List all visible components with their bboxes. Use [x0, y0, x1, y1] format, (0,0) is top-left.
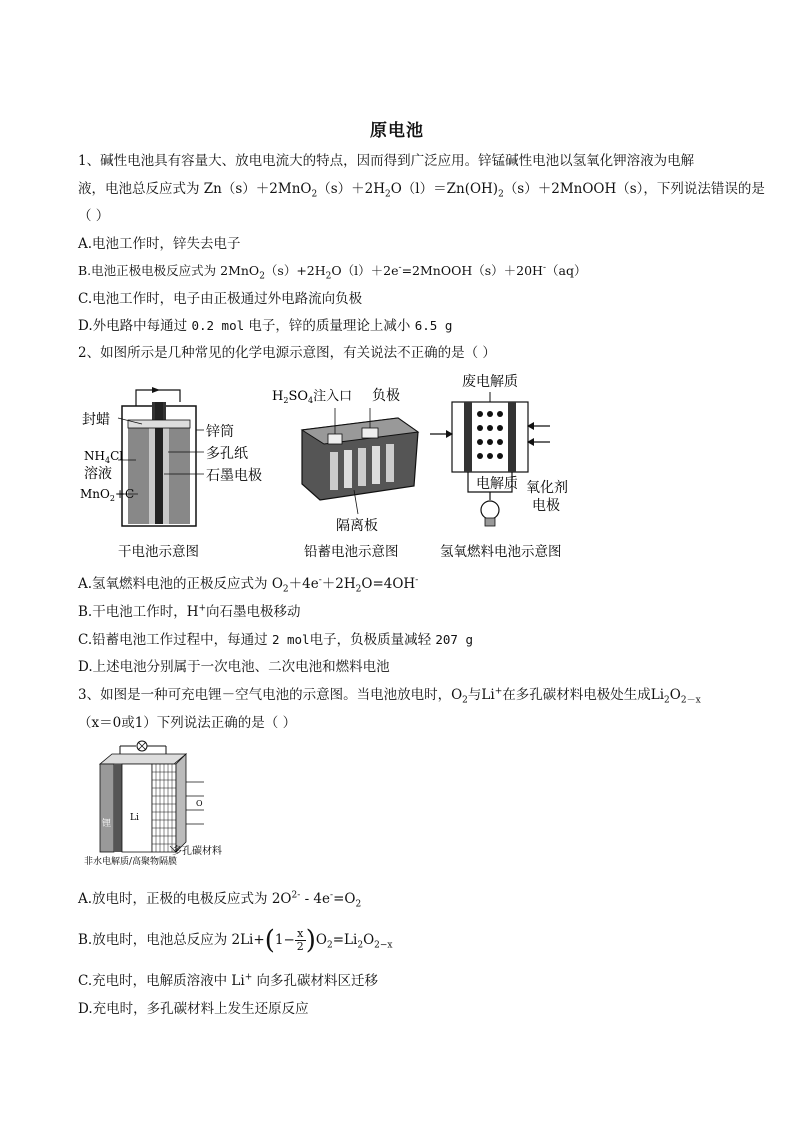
q1-stem-line2 — [78, 180, 765, 198]
q3a-text: =O — [333, 891, 356, 907]
label-solution: 溶液 — [84, 466, 112, 482]
label-electrolyte: 电解质 — [476, 476, 518, 492]
plate — [386, 444, 394, 482]
q3c-text: 向多孔碳材料区迁移 — [252, 973, 379, 989]
subscript: 2 — [357, 940, 364, 951]
superscript: - — [415, 575, 419, 586]
q2a-text: A.氢氧燃料电池的正极反应式为 O — [78, 576, 283, 592]
subscript: 2 — [283, 396, 289, 405]
q1-text: （s）＋2H — [317, 181, 385, 197]
inlet — [328, 434, 342, 444]
q3b-text: =Li — [332, 932, 358, 948]
q1b-text: （aq） — [546, 263, 587, 278]
label-li-ion: Li — [130, 813, 139, 823]
anode — [464, 402, 472, 472]
label-graphite: 石墨电极 — [206, 468, 262, 484]
q1-answer-blank: （ ） — [78, 208, 110, 224]
label-oxidant: 氧化剂 — [526, 480, 568, 496]
q1b-text: （s）+2H — [264, 263, 326, 278]
caption-dry-cell: 干电池示意图 — [118, 544, 199, 560]
q1-text: （s）＋2MnOOH（s），下列说法错误的是 — [503, 181, 765, 197]
q2a-text: ＋4e — [288, 576, 319, 592]
cathode — [508, 402, 516, 472]
lithium-metal — [100, 764, 114, 852]
electrolyte-region — [122, 764, 152, 852]
dry-cell-figure — [80, 387, 262, 560]
q1d-value: 6.5 g — [414, 318, 453, 333]
subscript: 2 — [326, 940, 333, 951]
label-paper: 多孔纸 — [206, 446, 248, 462]
q3-figure — [80, 742, 240, 867]
q3b-one: 1 — [274, 932, 284, 948]
label-zinc: 锌筒 — [206, 424, 234, 440]
q3a-text: A.放电时，正极的电极反应式为 2O — [78, 891, 292, 907]
q1d-value: 0.2 mol — [191, 318, 245, 333]
label-lithium: 锂 — [102, 819, 112, 829]
label-part: Cl — [110, 449, 124, 463]
superscript: + — [244, 972, 253, 983]
caption-fuel-cell: 氢氧燃料电池示意图 — [440, 544, 562, 560]
label-separator: 隔离板 — [336, 518, 378, 534]
subscript: 2 — [311, 189, 318, 200]
q2c-value: 2 mol — [271, 632, 310, 647]
superscript: 2- — [291, 890, 301, 901]
q1-stem-line1: 1、碱性电池具有容量大、放电电流大的特点，因而得到广泛应用。锌锰碱性电池以氢氧化钾溶液为电解 — [78, 153, 695, 169]
q2b-text: 向石墨电极移动 — [206, 604, 301, 620]
q2c-text: C.铅蓄电池工作过程中，每通过 — [78, 632, 268, 648]
plate — [330, 452, 338, 490]
caption-lead-acid: 铅蓄电池示意图 — [304, 544, 399, 560]
q3-option-d: D.充电时，多孔碳材料上发生还原反应 — [78, 1001, 309, 1017]
q1-option-a: A.电池工作时，锌失去电子 — [78, 236, 241, 252]
superscript: - — [318, 575, 322, 586]
q1-text: 液，电池总反应式为 Zn（s）＋2MnO — [78, 181, 312, 197]
q3-stem-line2: （x＝0或1）下列说法正确的是（ ） — [78, 715, 297, 731]
q3a-text: - 4e — [300, 891, 331, 907]
q2-stem: 2、如图所示是几种常见的化学电源示意图，有关说法不正确的是（ ） — [78, 345, 496, 361]
subscript: 2 — [325, 271, 332, 282]
label-membrane: 非水电解质/高聚物隔膜 — [84, 857, 178, 867]
label-electrolyte — [84, 449, 123, 465]
q1b-text: B.电池正极电极反应式为 2MnO — [78, 263, 260, 278]
bulb-base — [485, 518, 495, 526]
plate — [372, 446, 380, 484]
fraction-numerator: x — [295, 928, 306, 941]
q2-figures — [80, 368, 568, 568]
light-bulb-icon — [481, 501, 499, 519]
subscript: 2 — [498, 189, 504, 200]
paren-right: ) — [305, 925, 316, 956]
label-part: SO — [288, 389, 309, 404]
q3-option-c — [78, 972, 378, 990]
label-part: 注入口 — [313, 389, 353, 404]
label-part: H — [272, 389, 284, 404]
q2a-text: ＋2H — [321, 576, 356, 592]
q3-text: O — [669, 687, 681, 703]
q3-text: 在多孔碳材料电极处生成Li — [502, 687, 665, 703]
fuel-cell-figure — [430, 373, 568, 560]
label-electrode: 电极 — [532, 498, 560, 514]
q3c-text: C.充电时，电解质溶液中 Li — [78, 973, 245, 989]
superscript: - — [330, 890, 334, 901]
q2c-value: 207 g — [435, 632, 474, 647]
q2-option-b — [78, 603, 301, 621]
q3-text: 3、如图是一种可充电锂－空气电池的示意图。当电池放电时，O — [78, 687, 463, 703]
subscript: 2 — [385, 189, 391, 200]
q3-text: 与Li — [467, 687, 495, 703]
subscript: 2 — [355, 584, 362, 595]
label-seal: 封蜡 — [82, 412, 110, 428]
label-negative: 负极 — [372, 388, 400, 404]
q3-stem-line1 — [78, 686, 701, 704]
label-carbon: 多孔碳材料 — [172, 846, 222, 857]
q2-option-c — [78, 631, 473, 649]
subscript: 2−x — [374, 940, 393, 951]
label-part: NH — [84, 449, 105, 463]
q1-text: O（l）＝Zn(OH) — [390, 181, 499, 197]
q3b-text: O — [363, 932, 375, 948]
li-air-battery-svg — [80, 742, 240, 867]
superscript: + — [494, 686, 503, 697]
q1d-text: 电子，锌的质量理论上减小 — [248, 318, 411, 334]
q2-option-d: D.上述电池分别属于一次电池、二次电池和燃料电池 — [78, 659, 390, 675]
superscript: + — [198, 603, 207, 614]
superscript: - — [542, 262, 547, 273]
q2-option-a — [78, 575, 418, 593]
label-waste: 废电解质 — [462, 374, 518, 390]
label-mno2 — [80, 487, 134, 503]
q1b-text: O（l）＋2e — [331, 263, 399, 278]
fraction-denominator: 2 — [296, 940, 304, 953]
subscript: 2 — [282, 584, 289, 595]
q2-figures-svg — [80, 368, 568, 568]
terminal — [362, 428, 378, 438]
q3b-text: O — [315, 932, 327, 948]
q3-option-b — [78, 920, 392, 961]
q1-option-d — [78, 317, 452, 335]
label-part: MnO — [80, 487, 110, 501]
subscript: 4 — [104, 456, 111, 465]
q2b-text: B.干电池工作时，H — [78, 604, 199, 620]
fraction — [295, 928, 306, 953]
page-title: 原电池 — [370, 121, 424, 141]
label-inlet — [272, 389, 352, 405]
plate — [358, 448, 366, 486]
wax-seal — [128, 420, 190, 428]
label-o2: O — [196, 799, 203, 808]
label-part: +C — [114, 487, 135, 501]
paren-left: ( — [264, 925, 275, 956]
q1-option-b — [78, 262, 586, 280]
q1-option-c: C.电池工作时，电子由正极通过外电路流向负极 — [78, 291, 363, 307]
q1d-text: D.外电路中每通过 — [78, 318, 188, 334]
arrow-icon — [152, 387, 160, 393]
subscript: 2 — [109, 494, 115, 503]
q2c-text: 电子，负极质量减轻 — [309, 632, 432, 648]
subscript: 4 — [308, 396, 314, 405]
membrane — [114, 764, 122, 852]
q3b-text: B.放电时，电池总反应为 2Li+ — [78, 932, 265, 948]
q3-option-a — [78, 890, 361, 908]
lead-acid-figure — [272, 387, 418, 560]
subscript: 2 — [259, 271, 265, 282]
q1b-text: =2MnOOH（s）＋20H — [401, 263, 543, 278]
subscript: 2－x — [680, 695, 701, 706]
plate — [344, 450, 352, 488]
subscript: 2 — [355, 899, 362, 910]
battery-top-face — [100, 754, 186, 764]
subscript: 2 — [462, 695, 468, 706]
q3b-minus: − — [283, 932, 295, 948]
superscript: - — [398, 262, 402, 273]
battery-side-face — [176, 754, 186, 852]
subscript: 2 — [664, 695, 670, 706]
q2a-text: O=4OH — [361, 576, 416, 592]
